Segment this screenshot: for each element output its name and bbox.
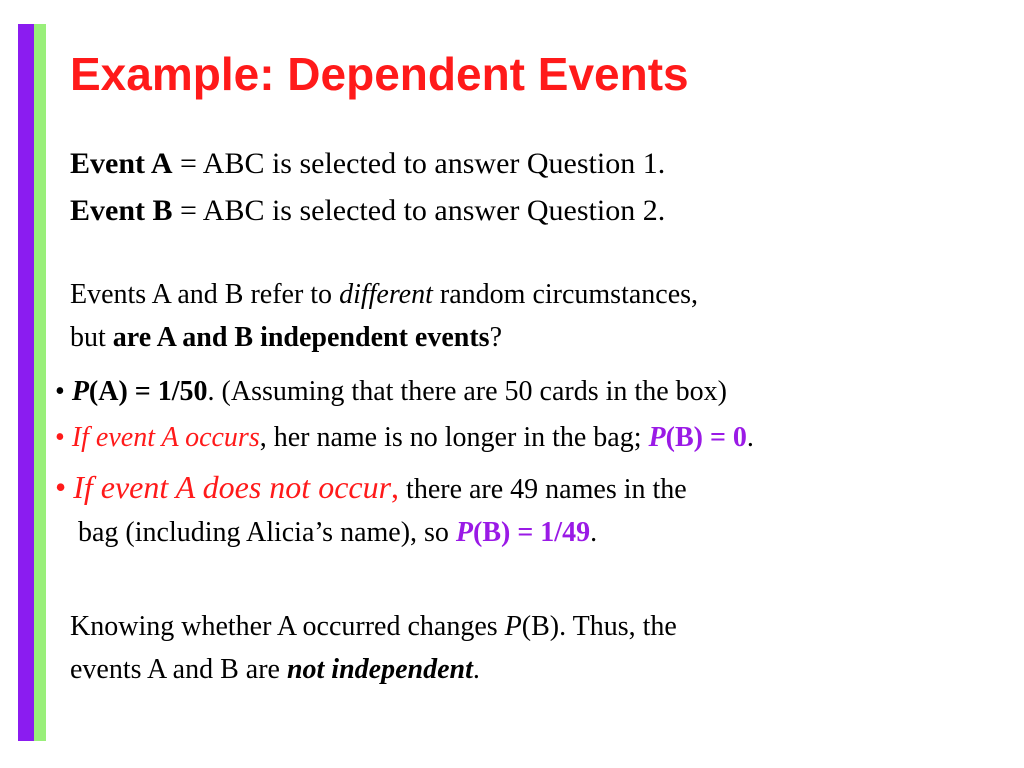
bullet-3-result: (B) = 1/49 [473,517,591,548]
event-a-label: Event A [70,147,173,180]
event-b-equals: = [172,194,203,227]
bullet-2-result: (B) = 0 [665,422,747,453]
left-accent-bar-purple [18,24,34,741]
bullet-2 [55,421,754,455]
conclusion-line2-pre: events A and B are [70,654,287,685]
event-b-text: ABC is selected to answer Question 2. [202,194,666,227]
conclusion-line-2 [70,653,480,687]
bullet-2-p: P [648,422,666,453]
bullet-1-prob: (A) = 1/50 [88,376,208,407]
bullet-2-end: . [746,422,754,453]
bullet-dot: • [55,376,65,407]
intro-line2-post: ? [489,322,502,353]
bullet-3-condition: If event A does not occur [73,469,392,505]
bullet-1-tail: . (Assuming that there are 50 cards in the box) [207,376,727,407]
left-accent-bar-green [34,24,46,741]
bullet-1 [55,375,727,409]
bullet-3-line2-pre: bag (including Alicia’s name), so [78,517,456,548]
intro-different: different [339,279,433,310]
conclusion-line1-post: (B). Thus, the [521,611,677,642]
conclusion-not-independent: not independent [286,654,473,685]
conclusion-p: P [504,611,522,642]
conclusion-line1-pre: Knowing whether A occurred changes [70,611,505,642]
bullet-dot: • [55,422,65,453]
bullet-3-end: . [590,517,598,548]
bullet-3-line-1 [55,468,687,507]
intro-question-bold: are A and B independent events [112,322,490,353]
event-a-text: ABC is selected to answer Question 1. [202,147,666,180]
event-b-label: Event B [70,194,173,227]
bullet-3-comma: , [391,469,400,505]
event-a-equals: = [172,147,203,180]
bullet-3-line-2 [78,516,597,550]
bullet-2-mid: , her name is no longer in the bag; [259,422,649,453]
bullet-dot: • [55,469,67,505]
bullet-2-condition: If event A occurs [71,422,260,453]
intro-line2-pre: but [70,322,113,353]
bullet-1-p: P [71,376,89,407]
intro-line-2 [70,321,502,355]
bullet-3-line1-tail: there are 49 names in the [399,474,687,505]
conclusion-line-1 [70,610,677,644]
bullet-3-p: P [455,517,474,548]
conclusion-line2-end: . [472,654,480,685]
intro-line-1 [70,278,698,312]
intro-line1-post: random circumstances, [432,279,699,310]
intro-line1-pre: Events A and B refer to [70,279,340,310]
event-a-line [70,146,665,182]
event-b-line [70,193,665,229]
slide-title: Example: Dependent Events [70,48,689,100]
